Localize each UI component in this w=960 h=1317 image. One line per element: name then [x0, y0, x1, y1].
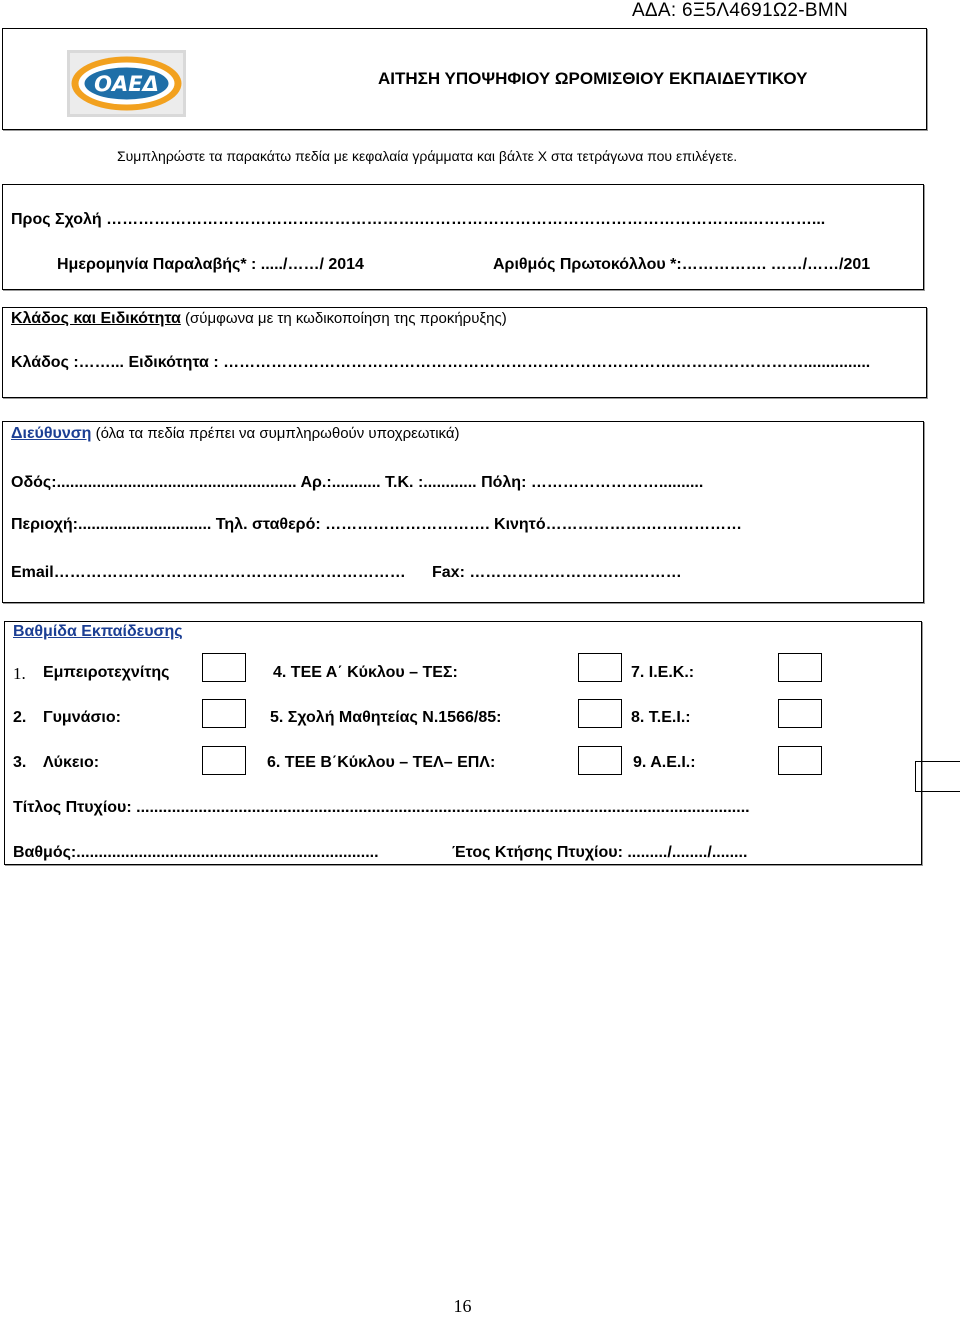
school-box: [2, 184, 924, 290]
branch-specialty-field[interactable]: Κλάδος :……... Ειδικότητα : ………………………………………………………………………….……………………...............: [11, 354, 871, 371]
education-item-1-num: 1.: [13, 664, 26, 683]
checkbox-tee-a[interactable]: [578, 653, 622, 682]
instructions: Συμπληρώστε τα παρακάτω πεδία με κεφαλαία γράμματα και βάλτε Χ στα τετράγωνα που επιλέγετε.: [117, 148, 738, 164]
fax-field[interactable]: Fax: ………………………….………: [432, 564, 682, 581]
education-item-3-num: 3.: [13, 754, 27, 771]
education-heading: Βαθμίδα Εκπαίδευσης: [13, 623, 183, 640]
ada-code: ΑΔΑ: 6Ξ5Λ4691Ω2-ΒΜΝ: [631, 0, 848, 21]
checkbox-iek[interactable]: [778, 653, 822, 682]
specialty-heading-note: (σύμφωνα με τη κωδικοποίηση της προκήρυξης): [180, 310, 507, 327]
education-item-7-label: 7. Ι.Ε.Κ.:: [631, 664, 695, 681]
protocol-number-field[interactable]: Αριθμός Πρωτοκόλλου *:……………. ……/……/201: [493, 256, 871, 273]
checkbox-empeirotechnitis[interactable]: [202, 653, 246, 682]
logo-text: ΟΑΕΔ: [94, 72, 159, 96]
degree-year-field[interactable]: Έτος Κτήσης Πτυχίου: ........./......../........: [452, 844, 748, 861]
specialty-heading-title: Κλάδος και Ειδικότητα: [11, 310, 181, 327]
oaed-logo: [67, 50, 186, 117]
education-item-9-label: 9. Α.Ε.Ι.:: [633, 754, 696, 771]
checkbox-tei[interactable]: [778, 699, 822, 728]
education-item-5-label: 5. Σχολή Μαθητείας Ν.1566/85:: [270, 709, 502, 726]
grade-field[interactable]: Βαθμός:....................................................................: [13, 844, 379, 861]
street-field[interactable]: Οδός:...................................................... Αρ.:........... Τ.Κ. :............ Πόλη: ……………………..........: [11, 474, 704, 491]
address-heading-note: (όλα τα πεδία πρέπει να συμπληρωθούν υποχρεωτικά): [91, 425, 460, 442]
education-item-2-label: Γυμνάσιο:: [43, 709, 121, 726]
education-item-8-label: 8. Τ.Ε.Ι.:: [631, 709, 691, 726]
checkbox-lykeio[interactable]: [202, 746, 246, 775]
checkbox-extra[interactable]: [915, 761, 960, 792]
checkbox-gymnasio[interactable]: [202, 699, 246, 728]
education-item-2-num: 2.: [13, 709, 27, 726]
degree-title-field[interactable]: Τίτλος Πτυχίου: ..........................................................................................................................................: [13, 799, 750, 816]
education-item-4-label: 4. ΤΕΕ Α΄ Κύκλου – ΤΕΣ:: [273, 664, 458, 681]
to-school-field[interactable]: Προς Σχολή ………………………………….……………….……………………………………………………..…………...: [11, 211, 826, 228]
education-item-3-label: Λύκειο:: [43, 754, 100, 771]
area-phone-field[interactable]: Περιοχή:.............................. Τηλ. σταθερό: …………………………. Κινητό……………….………………: [11, 516, 743, 533]
specialty-heading: [11, 310, 507, 328]
address-heading: [11, 425, 460, 443]
page-number: 16: [453, 1296, 472, 1316]
form-title: ΑΙΤΗΣΗ ΥΠΟΨΗΦΙΟΥ ΩΡΟΜΙΣΘΙΟΥ ΕΚΠΑΙΔΕΥΤΙΚΟΥ: [378, 69, 808, 88]
checkbox-aei[interactable]: [778, 746, 822, 775]
receipt-date-field[interactable]: Ημερομηνία Παραλαβής* : ...../……/ 2014: [57, 256, 364, 273]
education-item-6-label: 6. ΤΕΕ Β΄Κύκλου – ΤΕΛ– ΕΠΛ:: [267, 754, 496, 771]
address-heading-title: Διεύθυνση: [11, 425, 92, 442]
checkbox-tee-b[interactable]: [578, 746, 622, 775]
email-field[interactable]: Email…………………………………………………………: [11, 564, 406, 581]
checkbox-scholi-mathiteias[interactable]: [578, 699, 622, 728]
education-item-1-label: Εμπειροτεχνίτης: [43, 664, 170, 681]
